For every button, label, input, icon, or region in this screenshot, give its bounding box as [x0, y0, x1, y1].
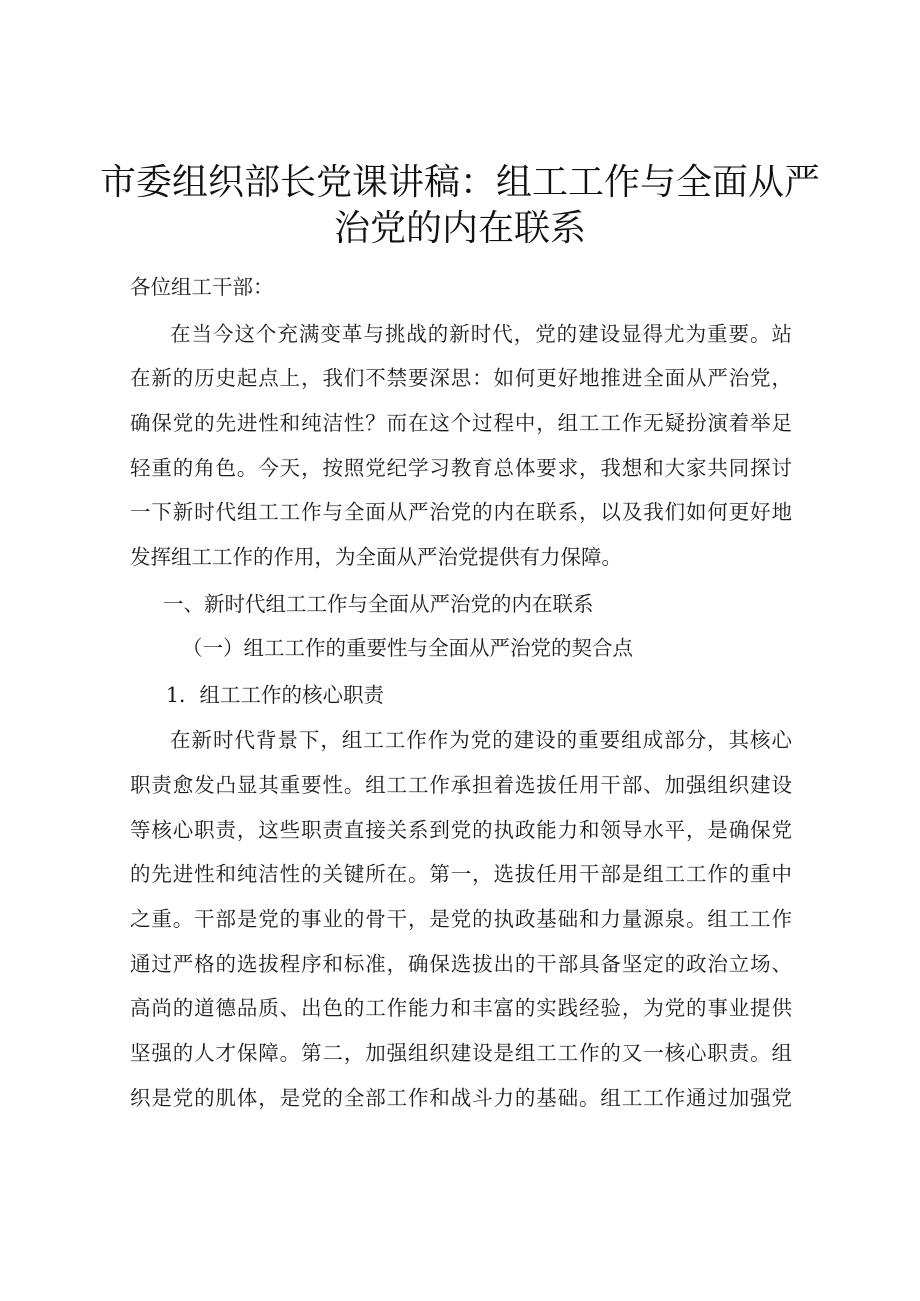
body-line: 高尚的道德品质、出色的工作能力和丰富的实践经验，为党的事业提供: [130, 996, 792, 1020]
section-heading-3: 1．组工工作的核心职责: [166, 683, 385, 707]
salutation: 各位组工干部：: [130, 275, 274, 299]
document-title-line-2: 治党的内在联系: [333, 208, 586, 249]
body-line: 坚强的人才保障。第二，加强组织建设是组工工作的又一核心职责。组: [130, 1041, 792, 1065]
document-title-line-1: 市委组织部长党课讲稿：组工工作与全面从严: [99, 162, 820, 203]
intro-line: 确保党的先进性和纯洁性？而在这个过程中，组工工作无疑扮演着举足: [130, 411, 792, 435]
intro-line: 在新的历史起点上，我们不禁要深思：如何更好地推进全面从严治党，: [130, 366, 792, 390]
intro-line: 在当今这个充满变革与挑战的新时代，党的建设显得尤为重要。站: [170, 322, 792, 346]
intro-line: 一下新时代组工工作与全面从严治党的内在联系，以及我们如何更好地: [130, 500, 792, 524]
body-line: 织是党的肌体，是党的全部工作和战斗力的基础。组工工作通过加强党: [130, 1086, 792, 1110]
section-heading-1: 一、新时代组工工作与全面从严治党的内在联系: [163, 592, 594, 616]
intro-line: 轻重的角色。今天，按照党纪学习教育总体要求，我想和大家共同探讨: [130, 456, 792, 480]
body-line: 在新时代背景下，组工工作作为党的建设的重要组成部分，其核心: [170, 728, 792, 752]
body-line: 之重。干部是党的事业的骨干，是党的执政基础和力量源泉。组工工作: [130, 907, 792, 931]
intro-line: 发挥组工工作的作用，为全面从严治党提供有力保障。: [130, 545, 622, 569]
body-line: 的先进性和纯洁性的关键所在。第一，选拔任用干部是组工工作的重中: [130, 862, 792, 886]
section-heading-2: （一）组工工作的重要性与全面从严治党的契合点: [182, 636, 633, 660]
body-line: 职责愈发凸显其重要性。组工工作承担着选拔任用干部、加强组织建设: [130, 773, 792, 797]
body-line: 等核心职责，这些职责直接关系到党的执政能力和领导水平，是确保党: [130, 818, 792, 842]
body-line: 通过严格的选拔程序和标准，确保选拔出的干部具备坚定的政治立场、: [130, 952, 792, 976]
